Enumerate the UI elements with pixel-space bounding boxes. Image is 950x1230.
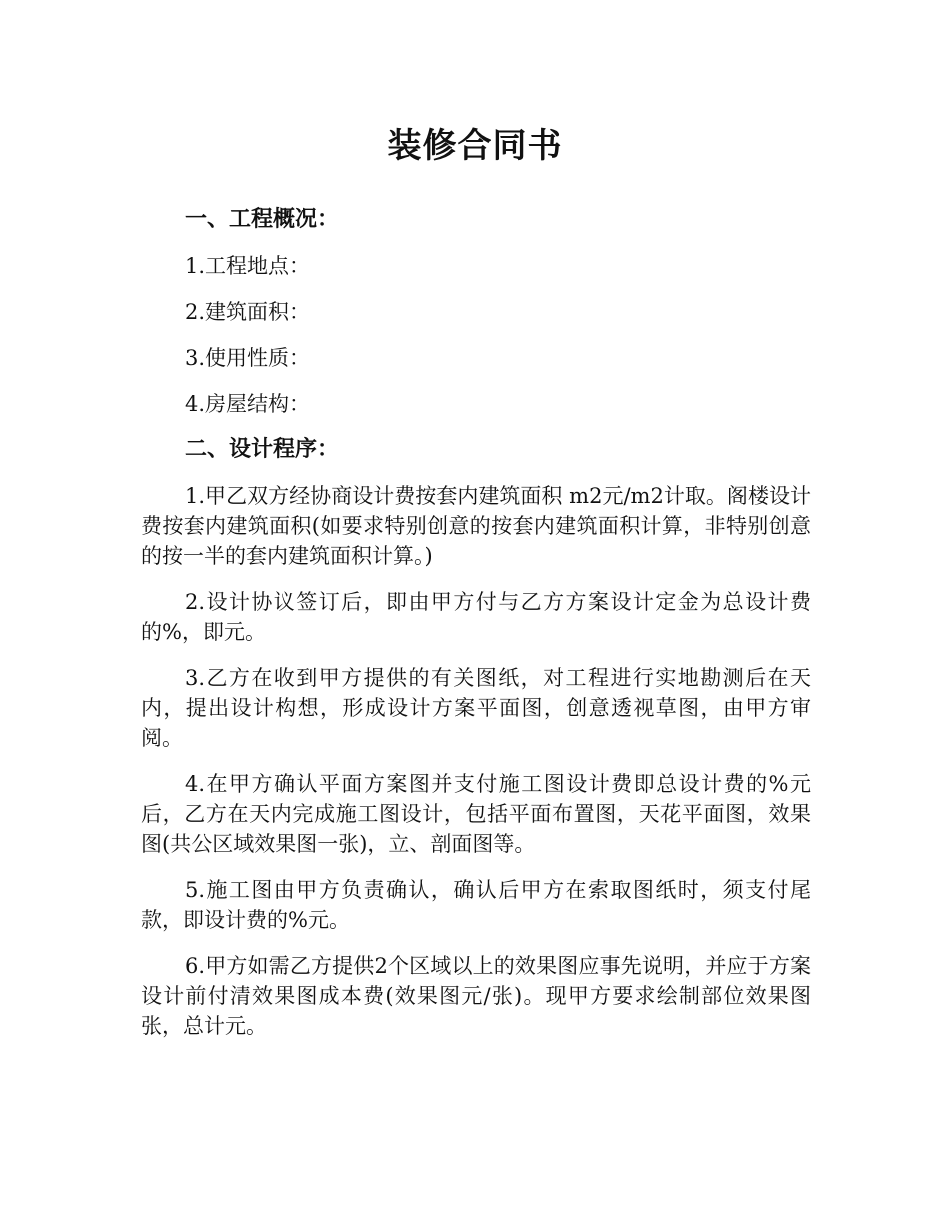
section-heading-design-procedure: 二、设计程序： — [185, 437, 340, 462]
document-body — [141, 205, 811, 1057]
design-clause-6: 6.甲方如需乙方提供2个区域以上的效果图应事先说明，并应于方案设计前付清效果图成本费(效果图元/张)。现甲方要求绘制部位效果图张，总计元。 — [141, 954, 811, 1038]
design-clause-5: 5.施工图由甲方负责确认，确认后甲方在索取图纸时，须支付尾款，即设计费的%元。 — [141, 878, 811, 932]
design-clause-4: 4.在甲方确认平面方案图并支付施工图设计费即总设计费的%元后，乙方在天内完成施工图设计，包括平面布置图，天花平面图，效果图(共公区域效果图一张)，立、剖面图等。 — [141, 772, 811, 856]
design-clause-3: 3.乙方在收到甲方提供的有关图纸，对工程进行实地勘测后在天内，提出设计构想，形成设计方案平面图，创意透视草图，由甲方审阅。 — [141, 666, 811, 750]
building-area-item: 2.建筑面积： — [185, 300, 311, 324]
project-location-item: 1.工程地点： — [185, 254, 311, 278]
document-title: 装修合同书 — [387, 126, 563, 166]
house-structure-item: 4.房屋结构： — [185, 392, 311, 416]
section-heading-project-overview: 一、工程概况： — [185, 207, 340, 232]
design-clause-2: 2.设计协议签订后，即由甲方付与乙方方案设计定金为总设计费的%，即元。 — [141, 590, 811, 644]
usage-nature-item: 3.使用性质： — [185, 346, 311, 370]
design-clause-1: 1.甲乙双方经协商设计费按套内建筑面积 m2元/m2计取。阁楼设计费按套内建筑面积(如要求特别创意的按套内建筑面积计算，非特别创意的按一半的套内建筑面积计算。) — [141, 484, 811, 568]
